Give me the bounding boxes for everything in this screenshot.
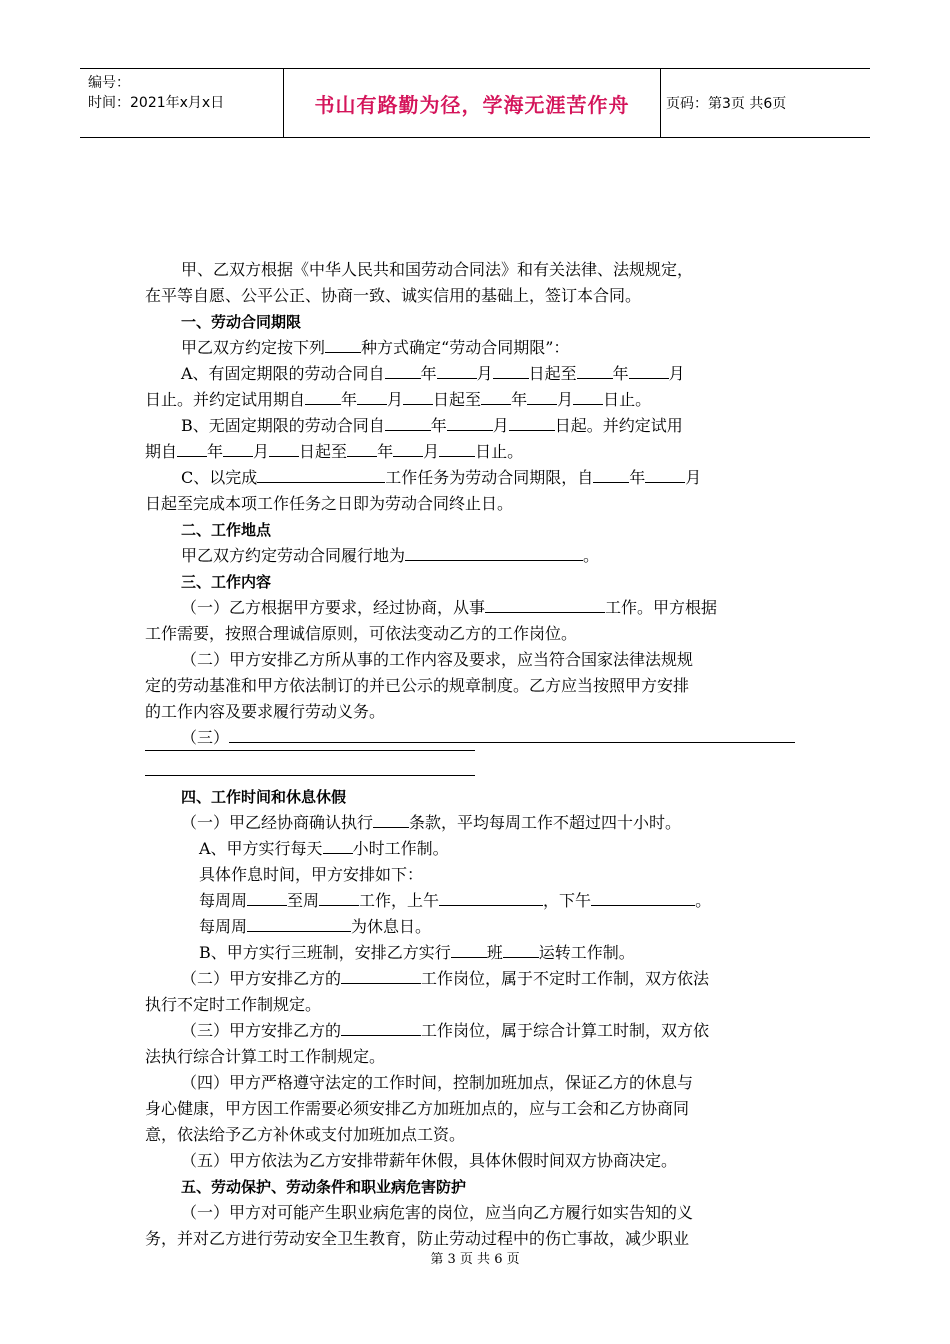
paragraph-line: B、甲方实行三班制，安排乙方实行 班 运转工作制。 xyxy=(145,940,807,966)
paragraph-line: （二）甲方安排乙方所从事的工作内容及要求，应当符合国家法律法规规 xyxy=(181,650,694,669)
paragraph-line: A、甲方实行每天 小时工作制。 xyxy=(145,836,807,862)
section-heading: 一、劳动合同期限 xyxy=(181,313,302,331)
paragraph-line: （四）甲方严格遵守法定的工作时间，控制加班加点，保证乙方的休息与 xyxy=(181,1073,694,1092)
page-footer: 第 3 页 共 6 页 xyxy=(430,1252,520,1267)
paragraph-line: B、无固定期限的劳动合同自 年 月 日起。并约定试用 xyxy=(145,413,807,439)
section-heading: 五、劳动保护、劳动条件和职业病危害防护 xyxy=(181,1178,467,1196)
paragraph-line: （一）乙方根据甲方要求，经过协商，从事 工作。甲方根据 xyxy=(145,595,807,621)
date-label: 时间：2021年x月x日 xyxy=(88,95,225,111)
section-heading: 三、工作内容 xyxy=(181,573,272,591)
paragraph-line: 工作需要，按照合理诚信原则，可依法变动乙方的工作岗位。 xyxy=(145,624,578,643)
paragraph-line: C、以完成 工作任务为劳动合同期限，自 年 月 xyxy=(145,465,807,491)
paragraph-line: 日止。并约定试用期自 年 月 日起至 年 月 日止。 xyxy=(145,387,807,413)
paragraph-line: 甲乙双方约定劳动合同履行地为 。 xyxy=(145,543,807,569)
page-header xyxy=(80,68,870,138)
paragraph-line: 每周周 为休息日。 xyxy=(145,914,807,940)
paragraph-line: 意，依法给予乙方补休或支付加班加点工资。 xyxy=(145,1125,466,1144)
paragraph-line: （三）甲方安排乙方的 工作岗位，属于综合计算工时制，双方依 xyxy=(145,1018,807,1044)
contract-body xyxy=(145,257,807,751)
motto: 书山有路勤为径，学海无涯苦作舟 xyxy=(283,69,661,137)
paragraph-line: 务，并对乙方进行劳动安全卫生教育，防止劳动过程中的伤亡事故，减少职业 xyxy=(145,1229,690,1248)
paragraph-line: （一）甲乙经协商确认执行 条款，平均每周工作不超过四十小时。 xyxy=(145,810,807,836)
paragraph-line: A、有固定期限的劳动合同自 年 月 日起至 年 月 xyxy=(145,361,807,387)
paragraph-line: 甲、乙双方根据《中华人民共和国劳动合同法》和有关法律、法规规定， xyxy=(181,260,694,279)
paragraph-line: 期自 年 月 日起至 年 月 日止。 xyxy=(145,439,807,465)
paragraph-line: （二）甲方安排乙方的 工作岗位，属于不定时工作制，双方依法 xyxy=(145,966,807,992)
paragraph-line: 在平等自愿、公平公正、协商一致、诚实信用的基础上，签订本合同。 xyxy=(145,286,642,305)
paragraph-line: 具体作息时间，甲方安排如下： xyxy=(199,865,424,884)
blank-line xyxy=(145,775,475,776)
paragraph-line: （三） xyxy=(145,725,807,751)
header-meta xyxy=(80,69,283,137)
paragraph-line: 甲乙双方约定按下列 种方式确定“劳动合同期限”： xyxy=(145,335,807,361)
paragraph-line: 每周周 至周 工作，上午 ，下午 。 xyxy=(145,888,807,914)
paragraph-line: 法执行综合计算工时工作制规定。 xyxy=(145,1047,386,1066)
paragraph-line: 执行不定时工作制规定。 xyxy=(145,995,322,1014)
paragraph-line: 的工作内容及要求履行劳动义务。 xyxy=(145,702,386,721)
paragraph-line: 定的劳动基准和甲方依法制订的并已公示的规章制度。乙方应当按照甲方安排 xyxy=(145,676,690,695)
paragraph-line: （一）甲方对可能产生职业病危害的岗位，应当向乙方履行如实告知的义 xyxy=(181,1203,694,1222)
section-heading: 二、工作地点 xyxy=(181,521,272,539)
paragraph-line: （五）甲方依法为乙方安排带薪年休假，具体休假时间双方协商决定。 xyxy=(181,1151,678,1170)
blank-line xyxy=(145,750,475,751)
section-heading: 四、工作时间和休息休假 xyxy=(181,788,347,806)
paragraph-line: 日起至完成本项工作任务之日即为劳动合同终止日。 xyxy=(145,494,514,513)
contract-body-continued xyxy=(145,784,807,1252)
number-label: 编号： xyxy=(88,75,130,91)
page-label: 页码：第3页 共6页 xyxy=(666,96,787,112)
paragraph-line: 身心健康，甲方因工作需要必须安排乙方加班加点的，应与工会和乙方协商同 xyxy=(145,1099,690,1118)
